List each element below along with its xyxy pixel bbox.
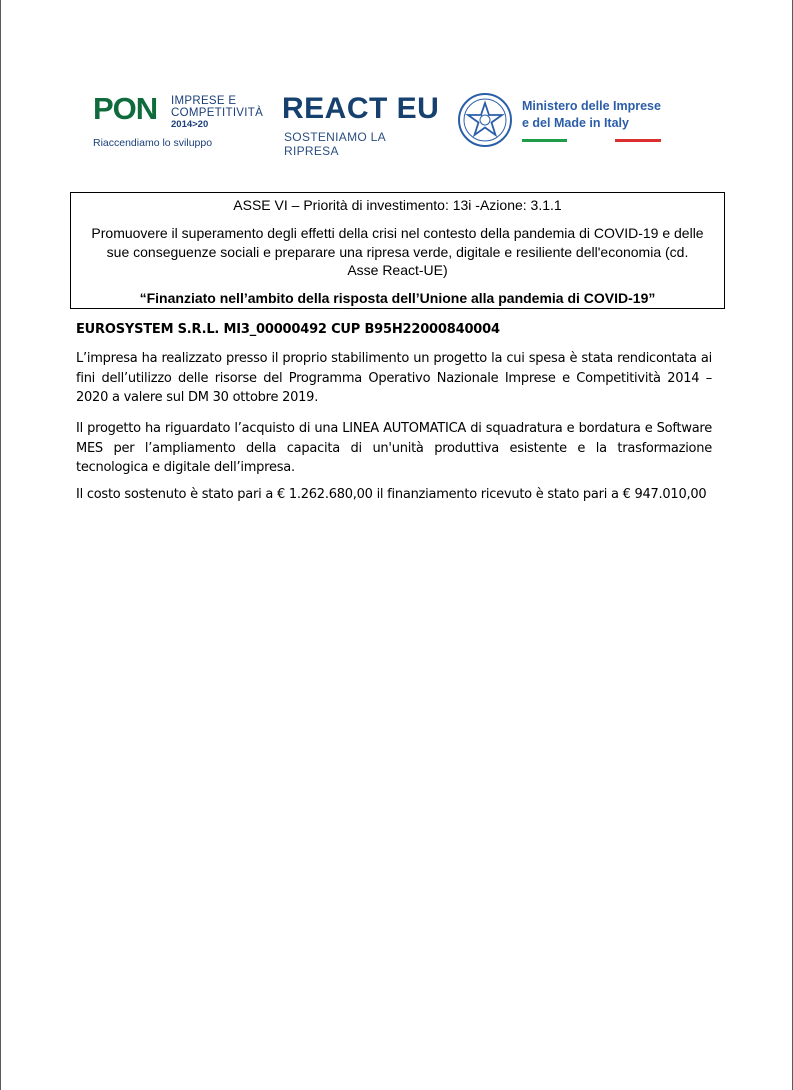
axis-description-line: Asse React-UE) [347,262,448,278]
react-eu-logo-word: REACT EU [282,92,440,125]
pon-logo-word: PON [93,91,158,126]
react-eu-logo-subtitle: SOSTENIAMO LA RIPRESA [284,130,386,158]
paragraph-costs: Il costo sostenuto è stato pari a € 1.262.680,00 il finanziamento ricevuto è stato pari a € 947.010,00 [76,487,707,502]
flag-stripe-white [567,139,615,142]
pon-logo-subtitle [171,95,263,119]
funding-statement: “Finanziato nell’ambito della risposta dell’Unione alla pandemia di COVID-19” [139,290,656,306]
axis-description-line: sue conseguenze sociali e preparare una ripresa verde, digitale e resiliente dell'economia (cd. [106,243,689,260]
react-eu-logo [282,92,442,158]
ministry-name [522,98,661,132]
page-edge-left [0,0,1,1090]
company-identifier: EUROSYSTEM S.R.L. MI3_00000492 CUP B95H22000840004 [76,322,500,337]
pon-logo [93,92,268,154]
pon-logo-years: 2014>20 [171,119,209,130]
paragraph-project: L’impresa ha realizzato presso il proprio stabilimento un progetto la cui spesa è stata rendicontata ai fini dell’utilizzo delle risorse del Programma Operativo Nazionale Imprese e Competitività 2014 – 2020 a valere sul DM 30 ottobre 2019. [76,351,712,406]
italian-republic-emblem-icon [457,90,513,150]
axis-heading: ASSE VI – Priorità di investimento: 13i -Azione: 3.1.1 [233,197,562,213]
axis-description-line: Promuovere il superamento degli effetti della crisi nel contesto della pandemia di COVID-19 e delle [91,225,704,241]
flag-stripe-green [522,139,567,142]
ministry-name-line2: e del Made in Italy [522,116,629,130]
paragraph-purchase: Il progetto ha riguardato l’acquisto di una LINEA AUTOMATICA di squadratura e bordatura e Software MES per l’ampliamento della capacita di un'unità produttiva esistente e la trasformazione tecnologica e digitale dell’impresa. [76,421,712,476]
pon-subtitle-line2: COMPETITIVITÀ [171,107,264,119]
pon-logo-tagline: Riaccendiamo lo sviluppo [93,137,213,149]
axis-info-box [70,192,725,309]
ministry-logo [457,88,672,158]
pon-subtitle-line1: IMPRESE E [171,95,237,107]
ministry-name-line1: Ministero delle Imprese [522,99,661,113]
logo-strip [93,88,673,158]
axis-description [77,224,718,280]
flag-stripe-red [615,139,661,142]
